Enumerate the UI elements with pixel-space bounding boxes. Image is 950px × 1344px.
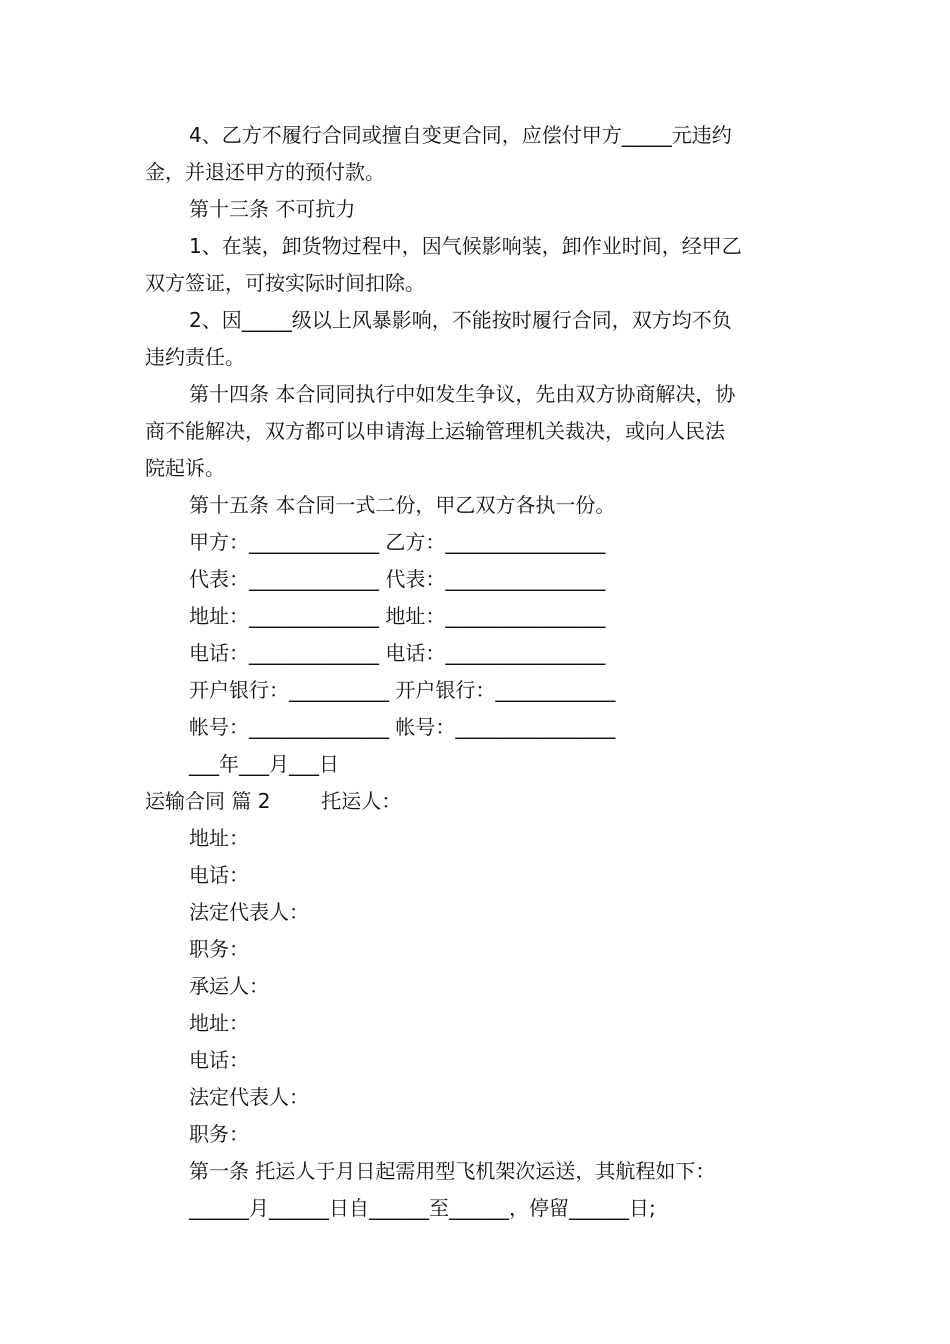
signature-party: 甲方：_____________ 乙方：________________ (189, 530, 606, 554)
contract-2-article-1: 第一条 托运人于月日起需用型飞机架次运送，其航程如下： (189, 1159, 716, 1183)
article-14-line-2: 商不能解决，双方都可以申请海上运输管理机关裁决，或向人民法 (145, 419, 725, 443)
clause-2-line-1: 2、因_____级以上风暴影响，不能按时履行合同，双方均不负 (189, 308, 732, 332)
article-14-line-1: 第十四条 本合同同执行中如发生争议，先由双方协商解决，协 (189, 382, 736, 406)
field-shipper-legal-rep: 法定代表人： (189, 900, 309, 924)
field-carrier-position: 职务： (189, 1122, 249, 1146)
clause-1-line-2: 双方签证，可按实际时间扣除。 (145, 271, 425, 295)
article-13-heading: 第十三条 不可抗力 (189, 197, 356, 221)
field-shipper-address: 地址： (189, 826, 249, 850)
contract-2-heading: 运输合同 篇 2 托运人： (145, 789, 402, 813)
field-shipper-position: 职务： (189, 937, 249, 961)
clause-1-line-1: 1、在装，卸货物过程中，因气候影响装，卸作业时间，经甲乙 (189, 234, 742, 258)
clause-2-line-2: 违约责任。 (145, 345, 245, 369)
clause-4-line-1: 4、乙方不履行合同或擅自变更合同，应偿付甲方_____元违约 (189, 123, 732, 147)
flight-schedule: ______月______日自______至______，停留______日; (189, 1196, 656, 1220)
field-shipper-phone: 电话： (189, 863, 249, 887)
field-carrier: 承运人： (189, 974, 269, 998)
article-14-line-3: 院起诉。 (145, 456, 225, 480)
signature-date: ___年___月___日 (189, 752, 339, 776)
field-carrier-phone: 电话： (189, 1048, 249, 1072)
signature-address: 地址：_____________ 地址：________________ (189, 604, 606, 628)
clause-4-line-2: 金，并退还甲方的预付款。 (145, 160, 385, 184)
signature-phone: 电话：_____________ 电话：________________ (189, 641, 606, 665)
field-carrier-legal-rep: 法定代表人： (189, 1085, 309, 1109)
signature-account: 帐号：______________ 帐号：________________ (189, 715, 616, 739)
signature-bank: 开户银行：__________ 开户银行：____________ (189, 678, 616, 702)
article-15: 第十五条 本合同一式二份，甲乙双方各执一份。 (189, 493, 616, 517)
signature-representative: 代表：_____________ 代表：________________ (189, 567, 606, 591)
field-carrier-address: 地址： (189, 1011, 249, 1035)
